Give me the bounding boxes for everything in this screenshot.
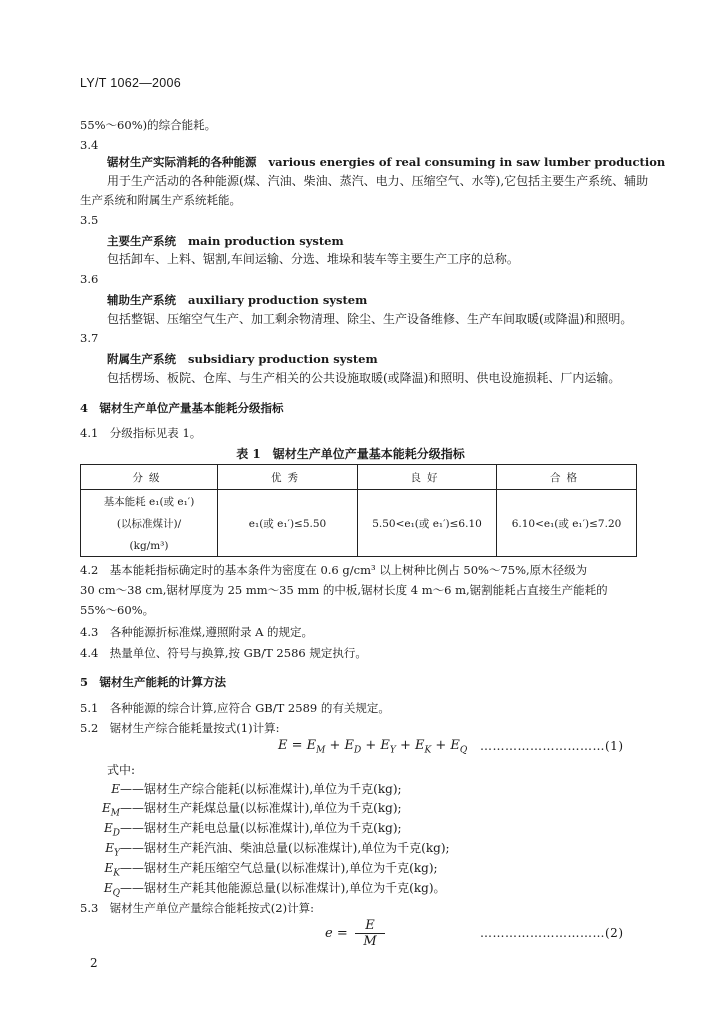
standard-code-header: LY/T 1062—2006 [80, 76, 182, 90]
clause-3-7-term [107, 351, 378, 367]
variable-description: ——锯材生产耗其他能源总量(以标准煤计),单位为千克(kg)。 [120, 881, 446, 895]
variable-symbol: $E_D$ [104, 821, 120, 839]
clause-3-7-definition: 包括楞场、板院、仓库、与生产相关的公共设施取暖(或降温)和照明、供电设施损耗、厂内运输。 [107, 371, 621, 385]
term-cn: 主要生产系统 [107, 234, 176, 248]
variable-definition [85, 880, 446, 901]
variable-definition [85, 840, 450, 861]
formula-1-number: …………………………(1) [480, 739, 624, 753]
clause-3-4-term [107, 154, 665, 170]
clause-3-5-definition: 包括卸车、上料、锯割,车间运输、分选、堆垛和装车等主要生产工序的总称。 [107, 252, 519, 266]
clause-3-6-definition: 包括整锯、压缩空气生产、加工剩余物清理、除尘、生产设备维修、生产车间取暖(或降温)和照明。 [107, 312, 633, 326]
row-label-line: (kg/m³) [129, 540, 169, 552]
table-cell-qualified: 6.10<e₁(或 e₁′)≤7.20 [497, 490, 637, 557]
page-number: 2 [90, 956, 98, 970]
table-cell-good: 5.50<e₁(或 e₁′)≤6.10 [358, 490, 497, 557]
clause-3-4-definition-line2: 生产系统和附属生产系统耗能。 [80, 193, 241, 207]
table-cell-excellent: e₁(或 e₁′)≤5.50 [218, 490, 358, 557]
clause-3-4-number: 3.4 [80, 138, 99, 152]
term-en: auxiliary production system [188, 293, 368, 307]
variable-definition [85, 820, 402, 841]
clause-3-5-term [107, 233, 344, 249]
formula-2-denominator: M [363, 934, 377, 949]
section-5-heading: 5 锯材生产能耗的计算方法 [80, 675, 227, 689]
table-1-caption: 表 1 锯材生产单位产量基本能耗分级指标 [236, 447, 465, 461]
variable-symbol: $E_K$ [104, 861, 120, 879]
clause-4-2-line1: 4.2 基本能耗指标确定时的基本条件为密度在 0.6 g/cm³ 以上树种比例占 50%～75%,原木径级为 [80, 563, 588, 577]
table-header-cell: 良好 [358, 465, 497, 490]
clause-5-3: 5.3 锯材生产单位产量综合能耗按式(2)计算: [80, 901, 314, 915]
clause-3-6-number: 3.6 [80, 272, 99, 286]
formula-2-fraction [355, 918, 385, 949]
table-header-row [81, 465, 637, 490]
term-cn: 附属生产系统 [107, 352, 176, 366]
row-label-line: (以标准煤计)/ [116, 518, 182, 530]
where-label: 式中: [107, 763, 136, 777]
table-header-cell: 优秀 [218, 465, 358, 490]
clause-5-2: 5.2 锯材生产综合能耗量按式(1)计算: [80, 721, 280, 735]
variable-definition [85, 800, 402, 821]
clause-4-3: 4.3 各种能源折标准煤,遵照附录 A 的规定。 [80, 625, 314, 639]
variable-symbol: $E_Q$ [103, 881, 120, 899]
formula-2-numerator: E [355, 918, 385, 934]
clause-4-2-line3: 55%～60%。 [80, 603, 155, 617]
row-label-line: 基本能耗 e₁(或 e₁′) [103, 496, 195, 508]
term-en: subsidiary production system [188, 352, 378, 366]
section-4-heading: 4 锯材生产单位产量基本能耗分级指标 [80, 401, 284, 415]
table-row-label [81, 490, 218, 557]
clause-3-6-term [107, 292, 367, 308]
clause-3-5-number: 3.5 [80, 213, 99, 227]
table-header-cell: 合格 [497, 465, 637, 490]
variable-definition [85, 781, 402, 797]
clause-4-4: 4.4 热量单位、符号与换算,按 GB/T 2586 规定执行。 [80, 646, 367, 660]
clause-4-1: 4.1 分级指标见表 1。 [80, 426, 202, 440]
term-cn: 辅助生产系统 [107, 293, 176, 307]
clause-5-1: 5.1 各种能源的综合计算,应符合 GB/T 2589 的有关规定。 [80, 701, 390, 715]
variable-symbol: E [111, 782, 120, 796]
formula-2-number: …………………………(2) [480, 926, 624, 940]
variable-definition [85, 860, 438, 881]
variable-description: ——锯材生产耗压缩空气总量(以标准煤计),单位为千克(kg); [120, 861, 438, 875]
variable-description: ——锯材生产耗汽油、柴油总量(以标准煤计),单位为千克(kg); [120, 841, 450, 855]
variable-description: ——锯材生产综合能耗(以标准煤计),单位为千克(kg); [120, 782, 402, 796]
table-header-cell: 分级 [81, 465, 218, 490]
continued-text: 55%～60%)的综合能耗。 [80, 118, 217, 132]
table-1 [80, 464, 637, 557]
variable-description: ——锯材生产耗煤总量(以标准煤计),单位为千克(kg); [120, 801, 402, 815]
variable-symbol: $E_Y$ [105, 841, 120, 859]
term-en: main production system [188, 234, 344, 248]
clause-3-7-number: 3.7 [80, 331, 99, 345]
clause-4-2-line2: 30 cm～38 cm,锯材厚度为 25 mm～35 mm 的中板,锯材长度 4 m～6 m,锯割能耗占直接生产能耗的 [80, 583, 608, 597]
clause-3-4-definition-line1: 用于生产活动的各种能源(煤、汽油、柴油、蒸汽、电力、压缩空气、水等),它包括主要生产系统、辅助 [107, 174, 649, 188]
formula-1: $E = E_M + E_D + E_Y + E_K + E_Q$ [278, 738, 468, 756]
table-row [81, 490, 637, 557]
variable-description: ——锯材生产耗电总量(以标准煤计),单位为千克(kg); [120, 821, 402, 835]
term-en: various energies of real consuming in saw lumber production [268, 155, 666, 169]
formula-2-lhs: e = [325, 926, 348, 941]
variable-symbol: $E_M$ [102, 801, 120, 819]
term-cn: 锯材生产实际消耗的各种能源 [107, 155, 257, 169]
